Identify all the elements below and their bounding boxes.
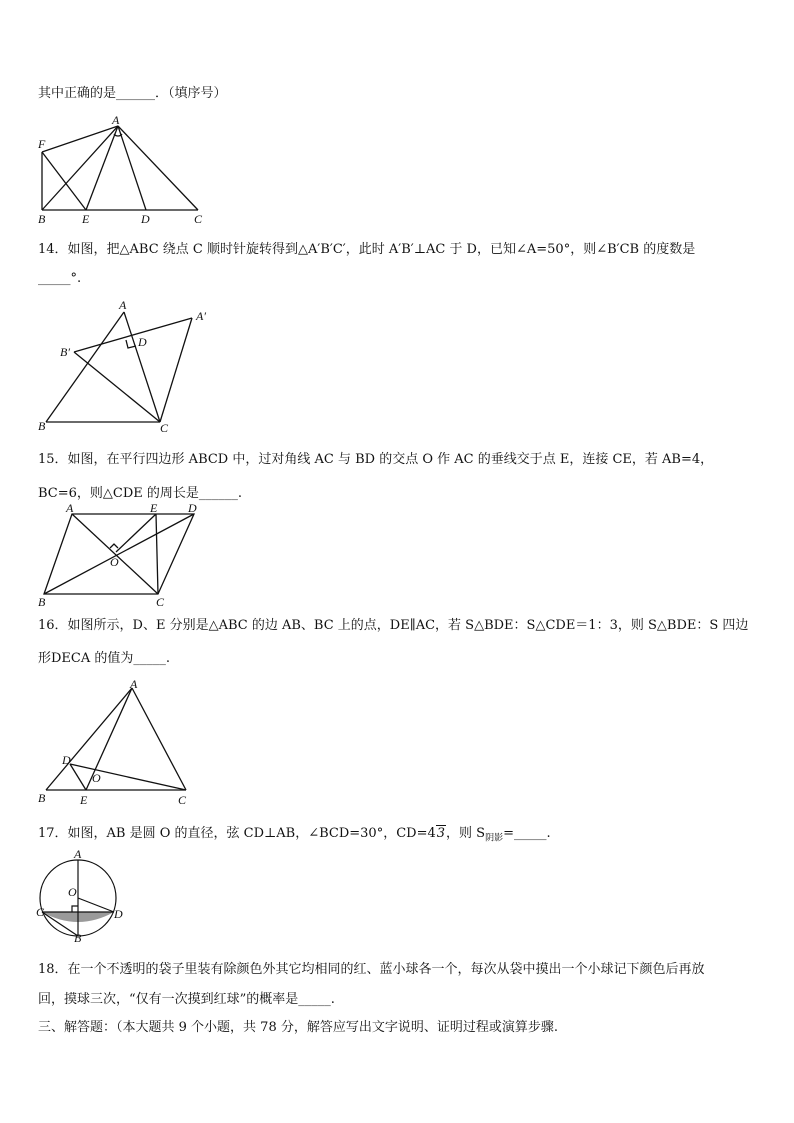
- label-E: E: [82, 212, 90, 226]
- label-C: C: [156, 595, 165, 608]
- q18-line-1: 18．在一个不透明的袋子里装有除颜色外其它均相同的红、蓝小球各一个，每次从袋中摸出一个小球记下颜色后再放: [38, 962, 705, 977]
- label-C: C: [178, 793, 187, 807]
- label-B: B: [38, 212, 46, 226]
- q16-line-1: 16．如图所示，D、E 分别是△ABC 的边 AB、BC 上的点，DE∥AC，若 S△BDE：S△CDE＝1：3，则 S△BDE：S 四边: [38, 618, 749, 633]
- label-D: D: [138, 335, 147, 349]
- label-B: B: [38, 419, 46, 433]
- label-D: D: [114, 907, 123, 921]
- label-B: B: [74, 931, 82, 942]
- q16-line-2: 形DECA 的值为_____.: [38, 651, 171, 666]
- q15-line-1: 15．如图，在平行四边形 ABCD 中，过对角线 AC 与 BD 的交点 O 作 AC 的垂线交于点 E，连接 CE，若 AB=4，: [38, 452, 714, 467]
- section-3-heading: 三、解答题：（本大题共 9 个小题，共 78 分，解答应写出文字说明、证明过程或演算步骤.: [38, 1020, 558, 1035]
- label-A: A: [112, 113, 120, 127]
- label-O: O: [110, 555, 119, 569]
- q14-line-2: _____°.: [38, 271, 82, 286]
- label-A: A: [119, 298, 127, 312]
- label-C: C: [194, 212, 203, 226]
- label-C: C: [160, 421, 169, 435]
- figure-q16: [34, 676, 210, 808]
- q17-text-pre: 17．如图，AB 是圆 O 的直径，弦 CD⊥AB，∠BCD=30°，CD=4: [38, 826, 436, 841]
- label-B-prime: B′: [60, 345, 70, 359]
- label-E: E: [150, 501, 158, 515]
- label-B: B: [38, 595, 46, 608]
- q18-line-2: 回，摸球三次，“仅有一次摸到红球”的概率是_____.: [38, 992, 335, 1007]
- label-E: E: [80, 793, 88, 807]
- label-A: A: [66, 501, 74, 515]
- label-A: A: [130, 677, 138, 691]
- figure-q17: [34, 846, 126, 942]
- label-O: O: [92, 771, 101, 785]
- q15-line-2: BC=6，则△CDE 的周长是______.: [38, 486, 243, 501]
- q17-line: [38, 822, 551, 844]
- label-D: D: [188, 501, 197, 515]
- q17-text-mid: ，则 S: [446, 826, 486, 841]
- label-D: D: [141, 212, 150, 226]
- label-O: O: [68, 885, 77, 899]
- sqrt-radicand: 3: [436, 826, 446, 841]
- label-C: C: [36, 905, 45, 919]
- q14-line-1: 14．如图，把△ABC 绕点 C 顺时针旋转得到△A′B′C′，此时 A′B′⊥AC 于 D，已知∠A=50°，则∠B′CB 的度数是: [38, 242, 696, 257]
- label-A-prime: A′: [196, 309, 206, 323]
- label-B: B: [38, 791, 46, 805]
- label-F: F: [38, 137, 46, 151]
- q13-answer-line: 其中正确的是______．（填序号）: [38, 86, 227, 101]
- q17-text-post: =_____.: [503, 826, 551, 841]
- shadow-subscript: 阴影: [485, 833, 504, 844]
- figure-q15: [34, 500, 210, 608]
- label-A: A: [74, 847, 82, 861]
- figure-q14: [34, 296, 224, 436]
- label-D: D: [62, 753, 71, 767]
- figure-q13: [34, 112, 210, 228]
